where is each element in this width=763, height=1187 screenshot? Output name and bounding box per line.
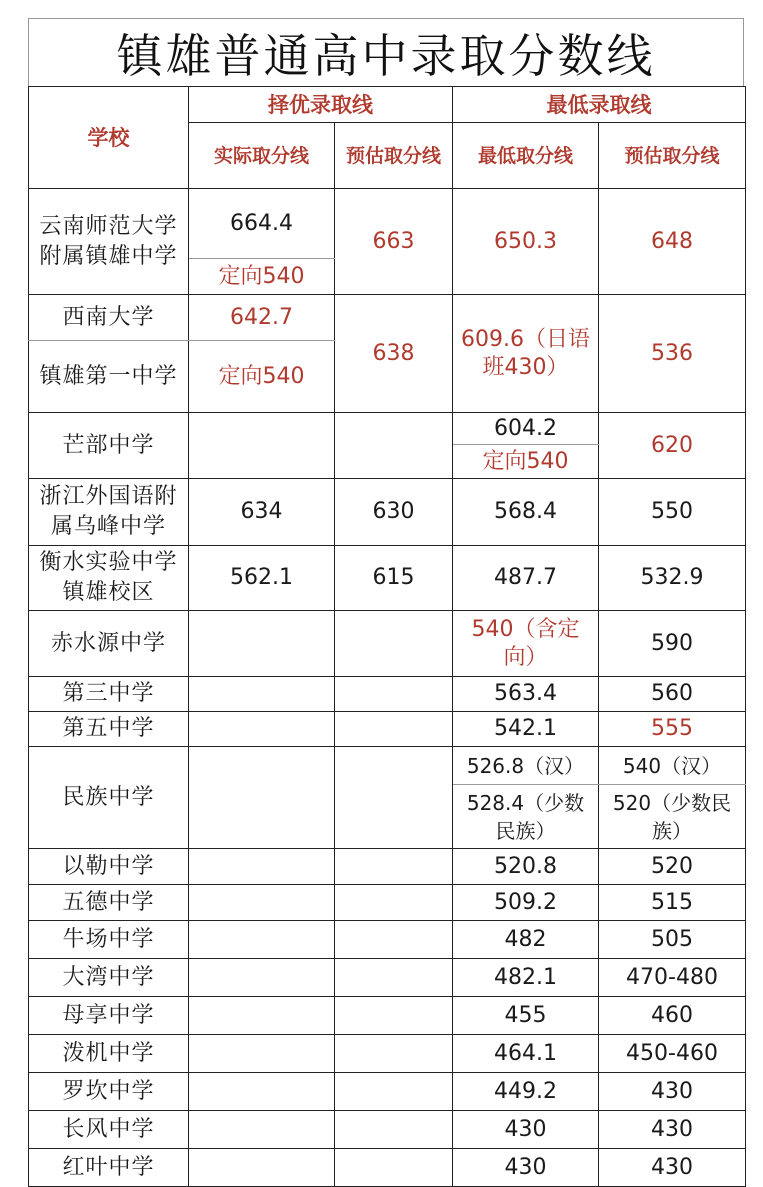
table-row xyxy=(29,849,746,885)
estimate-a-score xyxy=(335,1035,453,1073)
estimate-b-score: 590 xyxy=(599,611,746,677)
estimate-b-score: 532.9 xyxy=(599,546,746,611)
actual-score xyxy=(189,677,335,712)
actual-score: 664.4 xyxy=(189,189,335,259)
estimate-a-score xyxy=(335,885,453,921)
lowest-score: 609.6（日语班430） xyxy=(453,295,599,413)
table-row xyxy=(29,885,746,921)
actual-score xyxy=(189,712,335,747)
lowest-score: 430 xyxy=(453,1111,599,1149)
actual-score: 642.7 xyxy=(189,295,335,341)
lowest-score: 509.2 xyxy=(453,885,599,921)
estimate-a-score xyxy=(335,997,453,1035)
lowest-score-han: 526.8（汉） xyxy=(453,747,599,785)
title-box xyxy=(28,18,744,86)
actual-score xyxy=(189,1149,335,1187)
actual-score: 定向540 xyxy=(189,341,335,413)
estimate-b-score: 555 xyxy=(599,712,746,747)
school-name: 镇雄第一中学 xyxy=(29,341,189,413)
header-estimate-a: 预估取分线 xyxy=(335,123,453,189)
estimate-b-score: 430 xyxy=(599,1149,746,1187)
school-name: 西南大学 xyxy=(29,295,189,341)
table-row xyxy=(29,997,746,1035)
actual-score xyxy=(189,1035,335,1073)
actual-score xyxy=(189,997,335,1035)
estimate-b-score: 550 xyxy=(599,479,746,546)
estimate-b-score: 430 xyxy=(599,1111,746,1149)
lowest-score: 542.1 xyxy=(453,712,599,747)
header-group-lowest: 最低录取线 xyxy=(453,87,746,123)
header-actual: 实际取分线 xyxy=(189,123,335,189)
actual-score xyxy=(189,1073,335,1111)
actual-score xyxy=(189,611,335,677)
actual-score: 634 xyxy=(189,479,335,546)
estimate-a-score: 630 xyxy=(335,479,453,546)
lowest-score: 482 xyxy=(453,921,599,959)
estimate-a-score xyxy=(335,1149,453,1187)
estimate-a-score xyxy=(335,1073,453,1111)
lowest-score: 430 xyxy=(453,1149,599,1187)
header-group-priority: 择优录取线 xyxy=(189,87,453,123)
estimate-a-score: 638 xyxy=(335,295,453,413)
school-name: 赤水源中学 xyxy=(29,611,189,677)
estimate-b-score: 560 xyxy=(599,677,746,712)
school-name: 以勒中学 xyxy=(29,849,189,885)
actual-score: 562.1 xyxy=(189,546,335,611)
estimate-b-score: 536 xyxy=(599,295,746,413)
lowest-score: 563.4 xyxy=(453,677,599,712)
estimate-a-score xyxy=(335,921,453,959)
estimate-b-score-han: 540（汉） xyxy=(599,747,746,785)
table-row xyxy=(29,1149,746,1187)
estimate-b-score: 505 xyxy=(599,921,746,959)
actual-score xyxy=(189,959,335,997)
estimate-b-score: 515 xyxy=(599,885,746,921)
table-row xyxy=(29,295,746,341)
estimate-a-score xyxy=(335,677,453,712)
lowest-score-directed: 定向540 xyxy=(453,445,599,479)
school-name: 母享中学 xyxy=(29,997,189,1035)
table-row xyxy=(29,611,746,677)
estimate-b-score-minority: 520（少数民族） xyxy=(599,785,746,849)
school-name: 衡水实验中学镇雄校区 xyxy=(29,546,189,611)
estimate-a-score xyxy=(335,849,453,885)
header-lowest: 最低取分线 xyxy=(453,123,599,189)
table-row xyxy=(29,712,746,747)
school-name: 牛场中学 xyxy=(29,921,189,959)
lowest-score: 482.1 xyxy=(453,959,599,997)
lowest-score-minority: 528.4（少数民族） xyxy=(453,785,599,849)
school-name: 长风中学 xyxy=(29,1111,189,1149)
lowest-score: 540（含定向） xyxy=(453,611,599,677)
header-estimate-b: 预估取分线 xyxy=(599,123,746,189)
school-name: 红叶中学 xyxy=(29,1149,189,1187)
school-name: 浙江外国语附属乌峰中学 xyxy=(29,479,189,546)
estimate-b-score: 470-480 xyxy=(599,959,746,997)
estimate-b-score: 620 xyxy=(599,413,746,479)
table-row xyxy=(29,921,746,959)
lowest-score: 487.7 xyxy=(453,546,599,611)
lowest-score: 455 xyxy=(453,997,599,1035)
school-name: 芒部中学 xyxy=(29,413,189,479)
school-name: 大湾中学 xyxy=(29,959,189,997)
header-row-1 xyxy=(29,87,746,123)
actual-score xyxy=(189,1111,335,1149)
table-row xyxy=(29,546,746,611)
estimate-a-score xyxy=(335,747,453,849)
table-row xyxy=(29,959,746,997)
school-name: 民族中学 xyxy=(29,747,189,849)
table-row xyxy=(29,1035,746,1073)
header-school: 学校 xyxy=(29,87,189,189)
table-row xyxy=(29,1073,746,1111)
estimate-a-score: 615 xyxy=(335,546,453,611)
estimate-a-score xyxy=(335,712,453,747)
lowest-score: 650.3 xyxy=(453,189,599,295)
lowest-score: 604.2 xyxy=(453,413,599,445)
estimate-b-score: 520 xyxy=(599,849,746,885)
table-row xyxy=(29,479,746,546)
lowest-score: 464.1 xyxy=(453,1035,599,1073)
school-name: 云南师范大学附属镇雄中学 xyxy=(29,189,189,295)
lowest-score: 568.4 xyxy=(453,479,599,546)
estimate-b-score: 430 xyxy=(599,1073,746,1111)
actual-score xyxy=(189,413,335,479)
table-row xyxy=(29,413,746,445)
actual-score xyxy=(189,921,335,959)
estimate-b-score: 648 xyxy=(599,189,746,295)
table-row xyxy=(29,677,746,712)
estimate-b-score: 460 xyxy=(599,997,746,1035)
table-row xyxy=(29,747,746,785)
lowest-score: 520.8 xyxy=(453,849,599,885)
lowest-score: 449.2 xyxy=(453,1073,599,1111)
school-name: 罗坎中学 xyxy=(29,1073,189,1111)
estimate-b-score: 450-460 xyxy=(599,1035,746,1073)
estimate-a-score xyxy=(335,413,453,479)
score-table xyxy=(28,86,746,1187)
estimate-a-score xyxy=(335,959,453,997)
estimate-a-score xyxy=(335,611,453,677)
school-name: 第三中学 xyxy=(29,677,189,712)
school-name: 五德中学 xyxy=(29,885,189,921)
school-name: 泼机中学 xyxy=(29,1035,189,1073)
estimate-a-score: 663 xyxy=(335,189,453,295)
estimate-a-score xyxy=(335,1111,453,1149)
actual-score xyxy=(189,885,335,921)
actual-score xyxy=(189,849,335,885)
actual-score-directed: 定向540 xyxy=(189,259,335,295)
page-title: 镇雄普通高中录取分数线 xyxy=(116,28,656,83)
table-row xyxy=(29,189,746,259)
table-row xyxy=(29,1111,746,1149)
school-name: 第五中学 xyxy=(29,712,189,747)
actual-score xyxy=(189,747,335,849)
